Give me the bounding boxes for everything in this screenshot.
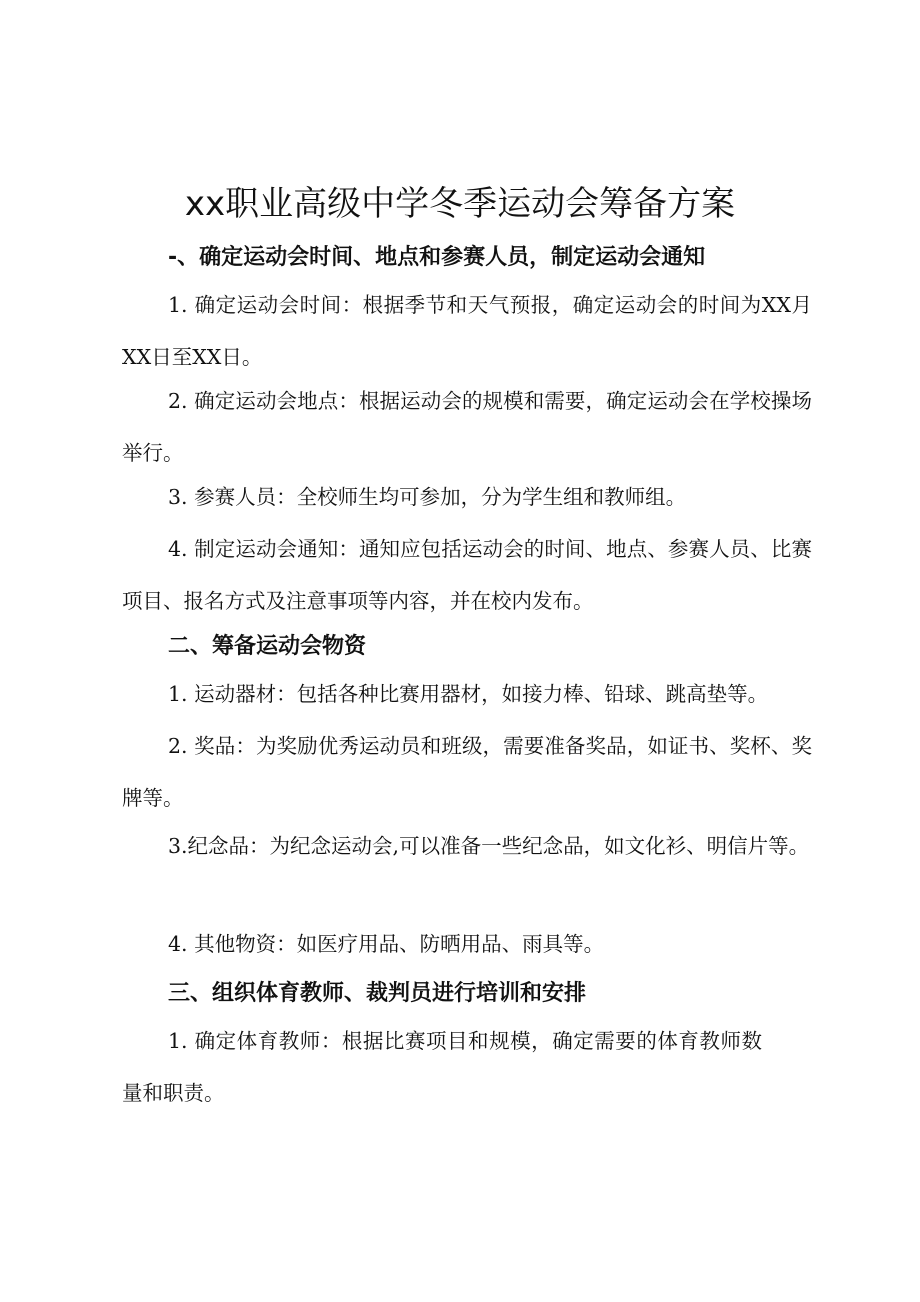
paragraph-1-1: 1. 确定运动会时间：根据季节和天气预报，确定运动会的时间为XX月XX日至XX日。: [122, 293, 812, 369]
paragraph-3-1: 1. 确定体育教师：根据比赛项目和规模，确定需要的体育教师数量和职责。: [122, 1029, 762, 1105]
paragraph-1-3: 3. 参赛人员：全校师生均可参加，分为学生组和教师组。: [168, 485, 687, 509]
paragraph-2-4: 4. 其他物资：如医疗用品、防晒用品、雨具等。: [168, 932, 605, 956]
paragraph-2-3: 3.纪念品：为纪念运动会,可以准备一些纪念品，如文化衫、明信片等。: [168, 834, 810, 858]
paragraph-1-2: 2. 确定运动会地点：根据运动会的规模和需要，确定运动会在学校操场举行。: [122, 389, 812, 465]
section-heading-2: 二、筹备运动会物资: [168, 634, 367, 659]
document-title: xx职业高级中学冬季运动会筹备方案: [184, 184, 736, 224]
section-heading-3: 三、组织体育教师、裁判员进行培训和安排: [168, 981, 587, 1006]
section-heading-1: -、确定运动会时间、地点和参赛人员，制定运动会通知: [168, 245, 706, 270]
paragraph-1-4: 4. 制定运动会通知：通知应包括运动会的时间、地点、参赛人员、比赛项目、报名方式及注意事项等内容，并在校内发布。: [122, 537, 812, 613]
paragraph-2-1: 1. 运动器材：包括各种比赛用器材，如接力棒、铅球、跳高垫等。: [168, 682, 769, 706]
paragraph-2-2: 2. 奖品：为奖励优秀运动员和班级，需要准备奖品，如证书、奖杯、奖牌等。: [122, 734, 812, 810]
